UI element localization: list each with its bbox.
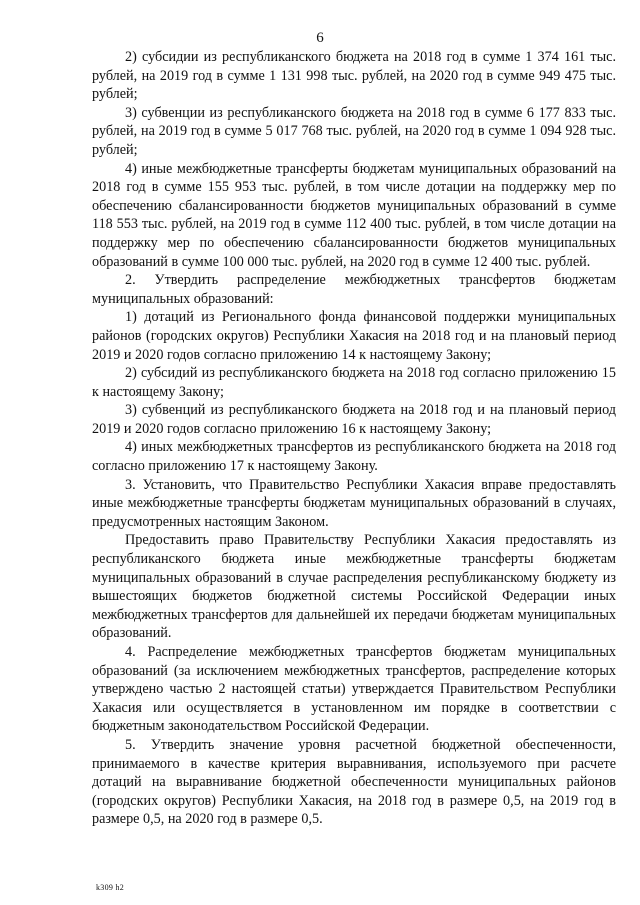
- paragraph-item-2-3: 3) субвенций из республиканского бюджета на 2018 год и на плановый период 2019 и 2020 годов согласно приложению 16 к настоящему Закону;: [92, 402, 616, 437]
- page-number: 6: [316, 30, 324, 46]
- paragraph-item-3: 3. Установить, что Правительство Республики Хакасия вправе предоставлять иные межбюджетные трансферты бюджетам муниципальных образований в случаях, предусмотренных настоящим Законом.: [92, 476, 616, 530]
- paragraph-item-2-4: 4) иных межбюджетных трансфертов из республиканского бюджета на 2018 год согласно приложению 17 к настоящему Закону.: [92, 439, 616, 475]
- paragraph-other-transfers: 4) иные межбюджетные трансферты бюджетам муниципальных образований на 2018 год в сумме 155 953 тыс. рублей, в том числе дотации на поддержку мер по обеспечению сбалансированности бюджетов муниципальных образований в сумме 118 553 тыс. рублей, на 2019 год в сумме 112 400 тыс. рублей, в том числе дотации на поддержку мер по обеспечению сбалансированности бюджетов муниципальных образований в сумме 100 000 тыс. рублей, на 2020 год в сумме 12 400 тыс. рублей.: [92, 160, 616, 270]
- paragraph-item-5: 5. Утвердить значение уровня расчетной бюджетной обеспеченности, принимаемого в качестве критерия выравнивания, используемого при расчете дотаций на выравнивание бюджетной обеспеченности муниципальных районов (городских округов) Республики Хакасия, на 2018 год в размере 0,5, на 2019 год в размере 0,5, на 2020 год в размере 0,5.: [92, 736, 616, 828]
- paragraph-item-2-1: 1) дотаций из Регионального фонда финансовой поддержки муниципальных районов (городских округов) Республики Хакасия на 2018 год и на плановый период 2019 и 2020 годов согласно приложению 14 к настоящему Закону;: [92, 309, 616, 363]
- paragraph-subsidies: 2) субсидии из республиканского бюджета на 2018 год в сумме 1 374 161 тыс. рублей, на 2019 год в сумме 1 131 998 тыс. рублей, на 2020 год в сумме 949 475 тыс. рублей;: [92, 49, 616, 103]
- paragraph-item-2-2: 2) субсидий из республиканского бюджета на 2018 год согласно приложению 15 к настоящему Закону;: [92, 365, 616, 400]
- paragraph-item-4: 4. Распределение межбюджетных трансфертов бюджетам муниципальных образований (за исключением межбюджетных трансфертов, распределение которых утверждено частью 2 настоящей статьи) утверждается Правительством Республики Хакасия или осуществляется в установленном им порядке в соответствии с бюджетным законодательством Российской Федерации.: [92, 644, 616, 735]
- body-text: [92, 48, 616, 829]
- footer-code: k309 h2: [96, 883, 125, 892]
- paragraph-item-3-right: Предоставить право Правительству Республики Хакасия предоставлять из республиканского бюджета иные межбюджетные трансферты бюджетам муниципальных образований в случае распределения республиканскому бюджету из вышестоящих бюджетов бюджетной системы Российской Федерации иных межбюджетных трансфертов для дальнейшей их передачи бюджетам муниципальных образований.: [92, 532, 616, 642]
- paragraph-subventions: 3) субвенции из республиканского бюджета на 2018 год в сумме 6 177 833 тыс. рублей, на 2019 год в сумме 5 017 768 тыс. рублей, на 2020 год в сумме 1 094 928 тыс. рублей;: [92, 104, 616, 158]
- paragraph-item-2: 2. Утвердить распределение межбюджетных трансфертов бюджетам муниципальных образований:: [92, 272, 616, 307]
